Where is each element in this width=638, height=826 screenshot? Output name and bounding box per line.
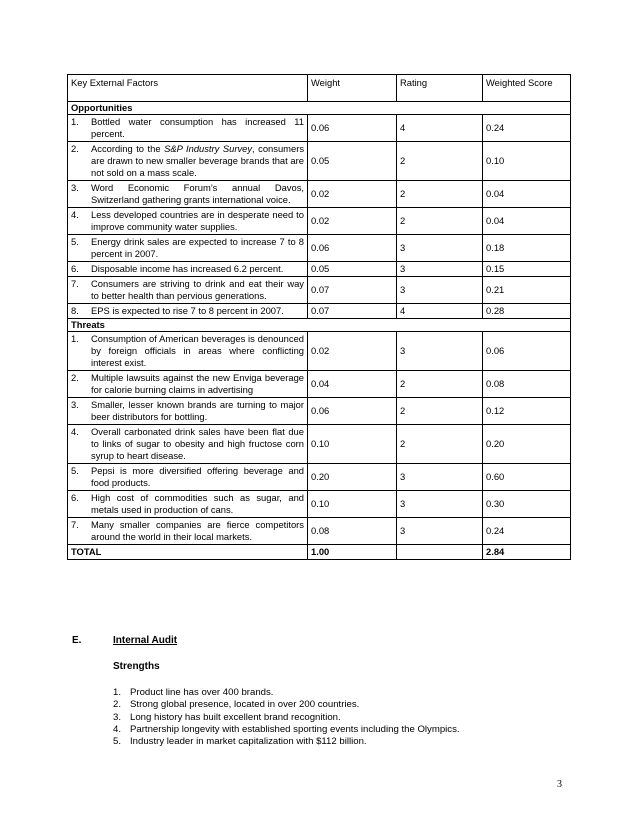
factor-number: 7. <box>71 278 79 289</box>
table-row <box>68 235 571 262</box>
strengths-heading: Strengths <box>113 661 160 672</box>
opportunities-label: Opportunities <box>68 102 571 115</box>
factor <box>71 278 304 302</box>
weighted-score-cell: 0.28 <box>483 304 571 319</box>
weighted-score-cell: 0.12 <box>483 398 571 425</box>
factor-text: According to the S&P Industry Survey, consumers are drawn to new smaller beverage brands that are not sold on a mass scale. <box>91 143 305 178</box>
weight-cell: 0.05 <box>308 262 397 277</box>
rating-cell: 3 <box>397 464 483 491</box>
table-row <box>68 425 571 464</box>
factor-number: 5. <box>71 236 79 247</box>
factor-number: 4. <box>71 209 79 220</box>
table-row <box>68 304 571 319</box>
table-row <box>68 332 571 371</box>
factor-text: Energy drink sales are expected to increase 7 to 8 percent in 2007. <box>91 236 304 259</box>
rating-cell: 4 <box>397 115 483 142</box>
table-row <box>68 142 571 181</box>
factor <box>71 519 304 543</box>
strength-text: Industry leader in market capitalization with $112 billion. <box>130 736 367 748</box>
table-row <box>68 398 571 425</box>
weight-cell: 0.20 <box>308 464 397 491</box>
factor <box>71 426 304 462</box>
strength-number: 5. <box>113 736 122 748</box>
factor-cell <box>68 491 308 518</box>
table-row <box>68 115 571 142</box>
factor-cell <box>68 425 308 464</box>
factor-cell <box>68 304 308 319</box>
factor-text: Overall carbonated drink sales have been flat due to links of sugar to obesity and high fructose corn syrup to heart disease. <box>91 426 304 461</box>
weighted-score-cell: 0.30 <box>483 491 571 518</box>
weight-cell: 0.06 <box>308 115 397 142</box>
weight-cell: 0.04 <box>308 371 397 398</box>
rating-cell: 3 <box>397 491 483 518</box>
rating-cell: 2 <box>397 425 483 464</box>
weighted-score-cell: 0.04 <box>483 181 571 208</box>
factor-text: Consumption of American beverages is denounced by foreign officials in areas where conflicting interest exist. <box>91 333 304 368</box>
weight-cell: 0.10 <box>308 491 397 518</box>
weight-cell: 0.10 <box>308 425 397 464</box>
factor-text: Pepsi is more diversified offering beverage and food products. <box>91 465 304 488</box>
factor <box>71 372 304 396</box>
factor-cell <box>68 181 308 208</box>
weight-cell: 0.06 <box>308 235 397 262</box>
factor-cell <box>68 464 308 491</box>
weighted-score-cell: 0.08 <box>483 371 571 398</box>
factor-text: Multiple lawsuits against the new Enviga beverage for calorie burning claims in advertising <box>91 372 304 395</box>
total-rating <box>397 545 483 560</box>
factor <box>71 263 304 275</box>
factor-text: Consumers are striving to drink and eat their way to better health than pervious generations. <box>91 278 304 301</box>
table-row <box>68 464 571 491</box>
factor-cell <box>68 262 308 277</box>
factor-cell <box>68 518 308 545</box>
factor-text: Many smaller companies are fierce competitors around the world in their local markets. <box>91 519 304 542</box>
factor-cell <box>68 115 308 142</box>
weighted-score-cell: 0.60 <box>483 464 571 491</box>
table-row <box>68 277 571 304</box>
list-item <box>113 736 460 748</box>
factor-number: 4. <box>71 426 79 437</box>
rating-cell: 3 <box>397 235 483 262</box>
table-row <box>68 518 571 545</box>
factor-cell <box>68 398 308 425</box>
table-body <box>68 102 571 560</box>
factor-number: 2. <box>71 372 79 383</box>
factor-cell <box>68 208 308 235</box>
factor <box>71 236 304 260</box>
list-item <box>113 687 460 699</box>
factor-number: 6. <box>71 263 79 274</box>
factor-text: Less developed countries are in desperate need to improve community water supplies. <box>91 209 304 232</box>
factor <box>71 399 304 423</box>
factor-cell <box>68 332 308 371</box>
factor-text: EPS is expected to rise 7 to 8 percent in 2007. <box>91 305 284 316</box>
rating-cell: 2 <box>397 398 483 425</box>
factor-number: 1. <box>71 333 79 344</box>
factor <box>71 333 304 369</box>
factor-number: 7. <box>71 519 79 530</box>
rating-cell: 4 <box>397 304 483 319</box>
weighted-score-cell: 0.10 <box>483 142 571 181</box>
header-weight: Weight <box>308 75 397 102</box>
weighted-score-cell: 0.21 <box>483 277 571 304</box>
total-row <box>68 545 571 560</box>
factor-text: Disposable income has increased 6.2 percent. <box>91 263 284 274</box>
rating-cell: 3 <box>397 518 483 545</box>
threats-label: Threats <box>68 319 571 332</box>
weighted-score-cell: 0.06 <box>483 332 571 371</box>
factor <box>71 116 304 140</box>
rating-cell: 3 <box>397 332 483 371</box>
strength-text: Partnership longevity with established sporting events including the Olympics. <box>130 723 460 735</box>
table-row <box>68 262 571 277</box>
weighted-score-cell: 0.04 <box>483 208 571 235</box>
header-rating: Rating <box>397 75 483 102</box>
factor <box>71 209 304 233</box>
weight-cell: 0.02 <box>308 208 397 235</box>
rating-cell: 2 <box>397 371 483 398</box>
weight-cell: 0.02 <box>308 181 397 208</box>
weight-cell: 0.07 <box>308 304 397 319</box>
rating-cell: 3 <box>397 262 483 277</box>
table-row <box>68 371 571 398</box>
header-key-external-factors: Key External Factors <box>68 75 308 102</box>
weighted-score-cell: 0.15 <box>483 262 571 277</box>
list-item <box>113 712 460 724</box>
factor <box>71 492 304 516</box>
header-weighted-score: Weighted Score <box>483 75 571 102</box>
efe-matrix-table <box>67 74 571 560</box>
strength-number: 1. <box>113 687 122 698</box>
section-title: Internal Audit <box>113 635 178 646</box>
total-weight: 1.00 <box>308 545 397 560</box>
total-label: TOTAL <box>68 545 308 560</box>
weighted-score-cell: 0.18 <box>483 235 571 262</box>
weighted-score-cell: 0.24 <box>483 115 571 142</box>
weighted-score-cell: 0.20 <box>483 425 571 464</box>
list-item <box>113 724 460 736</box>
factor-text: High cost of commodities such as sugar, and metals used in production of cans. <box>91 492 304 515</box>
factor-number: 6. <box>71 492 79 503</box>
factor <box>71 465 304 489</box>
factor <box>71 182 304 206</box>
factor-number: 3. <box>71 182 79 193</box>
list-item <box>113 699 460 711</box>
factor-text: Bottled water consumption has increased 11 percent. <box>91 116 304 139</box>
opportunities-section-row <box>68 102 571 115</box>
factor-number: 8. <box>71 305 79 316</box>
factor <box>71 305 304 317</box>
weight-cell: 0.08 <box>308 518 397 545</box>
rating-cell: 3 <box>397 277 483 304</box>
page-number: 3 <box>557 779 562 790</box>
strength-text: Product line has over 400 brands. <box>130 687 274 698</box>
threats-section-row <box>68 319 571 332</box>
weight-cell: 0.02 <box>308 332 397 371</box>
strength-text: Strong global presence, located in over 200 countries. <box>130 699 360 711</box>
factor-number: 2. <box>71 143 79 154</box>
total-weighted-score: 2.84 <box>483 545 571 560</box>
weight-cell: 0.05 <box>308 142 397 181</box>
strength-number: 2. <box>113 699 122 711</box>
factor-cell <box>68 371 308 398</box>
strength-number: 4. <box>113 723 122 735</box>
strength-number: 3. <box>113 711 122 723</box>
table-row <box>68 208 571 235</box>
factor-cell <box>68 235 308 262</box>
survey-name: S&P Industry Survey <box>164 143 253 154</box>
factor-text: Word Economic Forum’s annual Davos, Switzerland gathering grants international voice. <box>91 182 304 205</box>
weight-cell: 0.07 <box>308 277 397 304</box>
weight-cell: 0.06 <box>308 398 397 425</box>
table-row <box>68 181 571 208</box>
factor <box>71 143 304 179</box>
rating-cell: 2 <box>397 208 483 235</box>
section-letter: E. <box>72 635 82 646</box>
table-header-row <box>68 75 571 102</box>
factor-number: 3. <box>71 399 79 410</box>
table-row <box>68 491 571 518</box>
factor-number: 5. <box>71 465 79 476</box>
weighted-score-cell: 0.24 <box>483 518 571 545</box>
factor-cell <box>68 142 308 181</box>
rating-cell: 2 <box>397 181 483 208</box>
factor-text: Smaller, lesser known brands are turning to major beer distributors for bottling. <box>91 399 304 422</box>
rating-cell: 2 <box>397 142 483 181</box>
factor-number: 1. <box>71 116 79 127</box>
strength-text: Long history has built excellent brand recognition. <box>130 711 341 723</box>
factor-cell <box>68 277 308 304</box>
strengths-list <box>113 687 460 748</box>
